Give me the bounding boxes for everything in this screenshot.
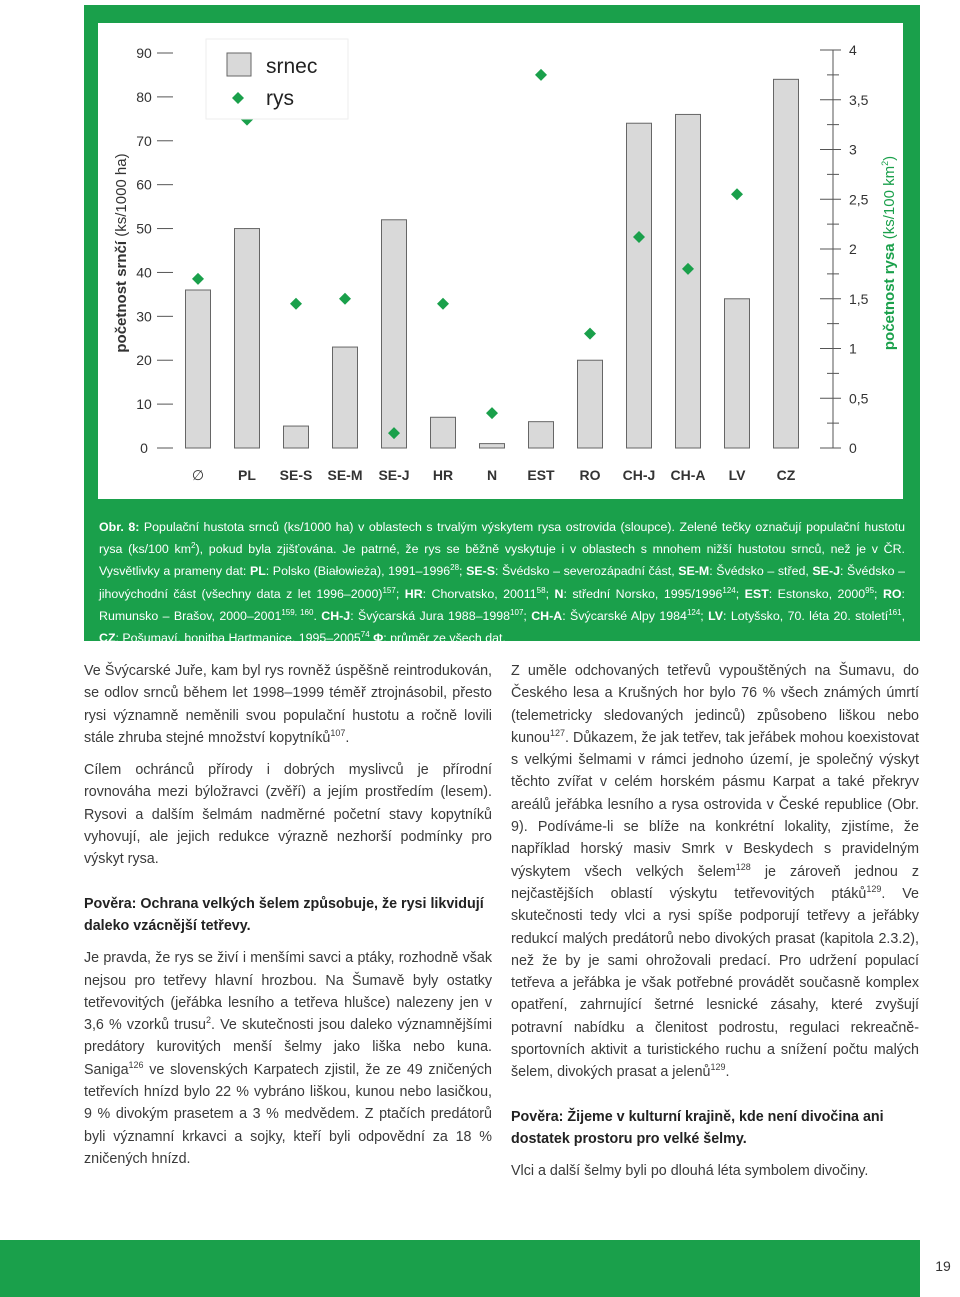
- caption-separator: ;: [735, 586, 745, 601]
- caption-reference: 74: [360, 629, 370, 639]
- caption-separator: ;: [700, 608, 709, 623]
- text-run: ve slovenských Karpatech zjistil, že ze 49 zničených tetřevích hnízd bylo 22 % vybráno liškou, kunou nebo lasičkou, 9 % divokým prasetem a 3 % medvědem. Z ptačích predátorů byli významní krkavci a sojky, kteří byli odpovědní za 18 % zničených hnízd.: [84, 1061, 492, 1167]
- caption-code: HR: [404, 586, 423, 601]
- caption-reference: 124: [722, 585, 736, 595]
- left-axis-tick-label: 0: [140, 440, 148, 456]
- right-axis-tick-label: 3: [849, 141, 857, 158]
- reference-number: 127: [549, 728, 565, 739]
- paragraph: [84, 759, 492, 870]
- caption-reference: 107: [510, 607, 524, 617]
- text-run: Je pravda, že rys se živí i menšími savci a ptáky, rozhodně však nejsou pro tetřevy hlavní hrozbou. Na Šumavě byly ostatky tetřevovitých (jeřábka lesního a tetřeva hlušce) nalezeny jen v 3,6 % vzorků trusu: [84, 950, 492, 1034]
- left-axis-tick-label: 40: [136, 264, 152, 281]
- text-run: Pověra: Žijeme v kulturní krajině, kde není divočina ani dostatek prostoru pro velké šelmy.: [511, 1108, 884, 1147]
- caption-code: CZ: [99, 631, 116, 646]
- left-axis-tick-label: 50: [136, 220, 152, 237]
- caption-reference: 28: [450, 563, 460, 573]
- x-axis-label-RO: RO: [579, 467, 601, 483]
- x-axis-label-EST: EST: [527, 467, 555, 483]
- text-run: je zároveň jednou z nejčastějších oblastí výskytu tetřevovitých ptáků: [511, 863, 919, 902]
- reference-number: 129: [710, 1062, 726, 1073]
- caption-separator: ,: [901, 608, 906, 623]
- reference-number: 126: [128, 1059, 144, 1070]
- caption-code: N: [554, 586, 564, 601]
- x-axis-label-SE-J: SE-J: [378, 467, 410, 483]
- x-axis-label-PL: PL: [238, 467, 256, 483]
- right-axis-label-sup: 2: [880, 160, 890, 166]
- text-run: Z uměle odchovaných tetřevů vypouštěných na Šumavu, do Českého lesa a Krušných hor bylo 76 % všech známých úmrtí (telemetricky sledovaných jedinců) způsobeno liškou nebo kunou: [511, 663, 919, 746]
- bar-srnec-CH-A: [676, 114, 701, 448]
- caption-text: : Švýcarské Alpy 1984: [562, 608, 687, 623]
- left-axis-tick-label: 80: [136, 88, 152, 105]
- right-axis-tick-label: 2: [849, 241, 857, 257]
- caption-text: : Lotyšsko, 70. léta 20. století: [723, 608, 889, 623]
- left-axis-tick-label: 30: [136, 308, 152, 325]
- bar-srnec-N: [480, 444, 505, 448]
- text-run: . Ve skutečnosti tedy vlci a rysi spíše podporují tetřevy a jeřábky redukcí malých predátorů nebo divokých prasat (kapitola 2.3.2), než že by je sami ohrožovali predací. Pro udržení populací tetřeva a jeřábka je však potřebné provádět současně komplex opatření, zahrnující šetrné lesnické zásahy, které zvyšují potravní nabídku a členitost podrostu, regulaci rekreačně-sportovních aktivit a turistického ruchu a snížení počtu malých šelem, divokých prasat a jelenů: [511, 885, 919, 1081]
- paragraph: [84, 660, 492, 749]
- bar-srnec-∅: [186, 290, 211, 448]
- caption-reference: 124: [686, 607, 701, 617]
- caption-separator: ;: [545, 586, 555, 601]
- x-axis-label-N: N: [486, 467, 498, 483]
- bar-srnec-EST: [529, 422, 554, 448]
- bar-srnec-SE-J: [382, 220, 407, 448]
- caption-code: EST: [744, 586, 769, 601]
- caption-code: CH-J: [321, 608, 351, 623]
- caption-text: : Švýcarská Jura 1988–1998: [350, 608, 511, 623]
- right-axis-label-end: ): [881, 155, 898, 161]
- section-heading: [511, 1106, 919, 1151]
- bar-srnec-CH-J: [627, 123, 652, 448]
- x-axis-label-∅: ∅: [191, 467, 205, 483]
- right-axis-tick-label: 1,5: [849, 290, 869, 307]
- caption-text: : Polsko (Białowieża), 1991–1996: [265, 564, 451, 579]
- caption-reference: 58: [536, 585, 546, 595]
- left-text-column: [84, 660, 492, 1180]
- right-axis-tick-label: 3,5: [849, 91, 869, 108]
- paragraph: [511, 1160, 919, 1182]
- bar-srnec-LV: [725, 299, 750, 448]
- right-axis-label-bold: početnost rysa: [881, 243, 898, 351]
- bar-srnec-PL: [235, 229, 260, 448]
- caption-text: : Švédsko – jihovýchodní část (všechny data z let 1996–2000): [99, 564, 905, 601]
- x-axis-label-CH-J: CH-J: [622, 467, 656, 483]
- caption-code: CH-A: [531, 608, 563, 623]
- caption-separator: ;: [523, 608, 532, 623]
- caption-code: SE-S: [466, 564, 495, 579]
- caption-text: Populační hustota srnců (ks/1000 ha) v oblastech s trvalým výskytem rysa ostrovida (sloupce). Zelené tečky označují populační hustotu rysa (ks/100 km: [99, 520, 905, 557]
- legend-bar-swatch: [227, 53, 251, 76]
- caption-reference: 161: [888, 607, 902, 617]
- bar-srnec-CZ: [774, 79, 799, 448]
- caption-reference: 159, 160: [281, 607, 314, 617]
- bar-srnec-HR: [431, 417, 456, 448]
- x-axis-label-HR: HR: [432, 467, 454, 483]
- reference-number: 2: [206, 1015, 212, 1026]
- legend-label-rys: rys: [266, 87, 294, 110]
- text-run: Cílem ochránců přírody i dobrých myslivců je přírodní rovnováha mezi býložravci (zvěří) a jejím prostředím (lesem). Rysovi a dalším šelmám nadměrné početní stavy kopytníků vyhovují, ale jejich redukce výrazně nezhorší podmínky pro výskyt rysa.: [84, 762, 492, 868]
- caption-code: SE-J: [812, 564, 840, 579]
- footer-bar: [0, 1240, 920, 1297]
- figure-panel: [84, 5, 920, 646]
- caption-code: RO: [882, 586, 902, 601]
- caption-separator: ;: [459, 564, 467, 579]
- caption-text: : Pošumaví, honitba Hartmanice, 1995–2005: [115, 631, 361, 646]
- caption-reference: 95: [865, 585, 875, 595]
- left-axis-label-unit: (ks/1000 ha): [113, 153, 130, 237]
- caption-code: LV: [708, 608, 724, 623]
- reference-number: 129: [866, 884, 882, 895]
- caption-text: : Rumunsko – Brašov, 2000–2001: [99, 586, 905, 623]
- text-run: Pověra: Ochrana velkých šelem způsobuje, že rysi likvidují daleko vzácnější tetřevy.: [84, 895, 484, 934]
- caption-code: PL: [249, 564, 266, 579]
- right-axis-tick-label: 1: [849, 340, 857, 357]
- x-axis-label-SE-S: SE-S: [279, 467, 313, 483]
- caption-separator: ;: [874, 586, 883, 601]
- left-axis-tick-label: 60: [136, 176, 152, 193]
- text-run: .: [725, 1064, 730, 1081]
- bar-srnec-SE-M: [333, 347, 358, 448]
- caption-reference: 157: [382, 585, 396, 595]
- text-run: . Ve skutečnosti jsou daleko významnějšími predátory kurovitých menší šelmy jako liška nebo kuna. Saniga: [84, 1017, 492, 1078]
- left-axis-label-bold: početnost srnčí: [113, 236, 130, 353]
- reference-number: 128: [735, 861, 751, 872]
- population-chart: [84, 5, 920, 505]
- paragraph: [84, 947, 492, 1170]
- caption-text: : Estonsko, 2000: [768, 586, 866, 601]
- caption-text: : střední Norsko, 1995/1996: [563, 586, 723, 601]
- text-run: Ve Švýcarské Juře, kam byl rys rovněž úspěšně reintrodukován, se odlov srnců během let 1998–1999 téměř ztrojnásobil, přesto rysi významně neměnili svou populační hustotu a ročně lovili stále zhruba stejné množství kopytníků: [84, 663, 492, 746]
- caption-text: : průměr ze všech dat.: [383, 631, 506, 646]
- text-run: Vlci a další šelmy byli po dlouhá léta symbolem divočiny.: [511, 1163, 869, 1180]
- right-axis-tick-label: 2,5: [849, 191, 869, 208]
- right-axis-label-unit: (ks/100 km: [881, 165, 898, 244]
- figure-caption: [99, 516, 905, 649]
- x-axis-label-LV: LV: [728, 467, 746, 483]
- x-axis-label-CH-A: CH-A: [670, 467, 706, 483]
- legend-label-srnec: srnec: [266, 55, 318, 78]
- caption-text: ), pokud byla zjišťována. Je patrné, že rys se běžně vyskytuje i v oblastech s mnohem nižší hustotou srnců, než je v ČR. Vysvětlivky a prameny dat:: [99, 542, 905, 579]
- left-axis-tick-label: 20: [136, 352, 152, 369]
- caption-superscript: 2: [191, 541, 196, 551]
- page-number: 19: [935, 1258, 951, 1274]
- left-axis-tick-label: 90: [136, 45, 152, 61]
- text-run: . Důkazem, že jak tetřev, tak jeřábek mohou koexistovat s velkými šelmami v rámci jednoho území, je společný výskyt těchto zvířat v celém horském pásmu Karpat a také překryv areálů jeřábka lesního a rysa ostrovida v České republice (Obr. 9). Podíváme-li se blíže na konkrétní lokality, zjistíme, že například horský masiv Smrk v Beskydech s pravidelným výskytem všech velkých šelem: [511, 729, 919, 880]
- left-axis-tick-label: 70: [136, 132, 152, 149]
- right-axis-tick-label: 0,5: [849, 390, 869, 407]
- caption-separator: .: [313, 608, 322, 623]
- caption-figure-number: Obr. 8:: [99, 520, 140, 534]
- caption-code: SE-M: [678, 564, 710, 579]
- left-axis-label: [113, 153, 130, 352]
- left-axis-tick-label: 10: [136, 396, 152, 413]
- bar-srnec-SE-S: [284, 426, 309, 448]
- caption-text: : Švédsko – střed,: [709, 564, 813, 579]
- x-axis-label-SE-M: SE-M: [327, 467, 363, 483]
- right-text-column: [511, 660, 919, 1193]
- caption-text: : Chorvatsko, 20011: [422, 586, 537, 601]
- text-run: .: [345, 729, 350, 746]
- paragraph: [511, 660, 919, 1084]
- reference-number: 107: [330, 728, 346, 739]
- caption-code: Φ: [373, 631, 384, 646]
- right-axis-tick-label: 4: [849, 42, 857, 58]
- caption-separator: ;: [395, 586, 405, 601]
- section-heading: [84, 893, 492, 938]
- right-axis-label: [880, 156, 898, 350]
- caption-text: : Švédsko – severozápadní část,: [494, 564, 679, 579]
- x-axis-label-CZ: CZ: [776, 467, 796, 483]
- right-axis-tick-label: 0: [849, 440, 857, 456]
- bar-srnec-RO: [578, 360, 603, 448]
